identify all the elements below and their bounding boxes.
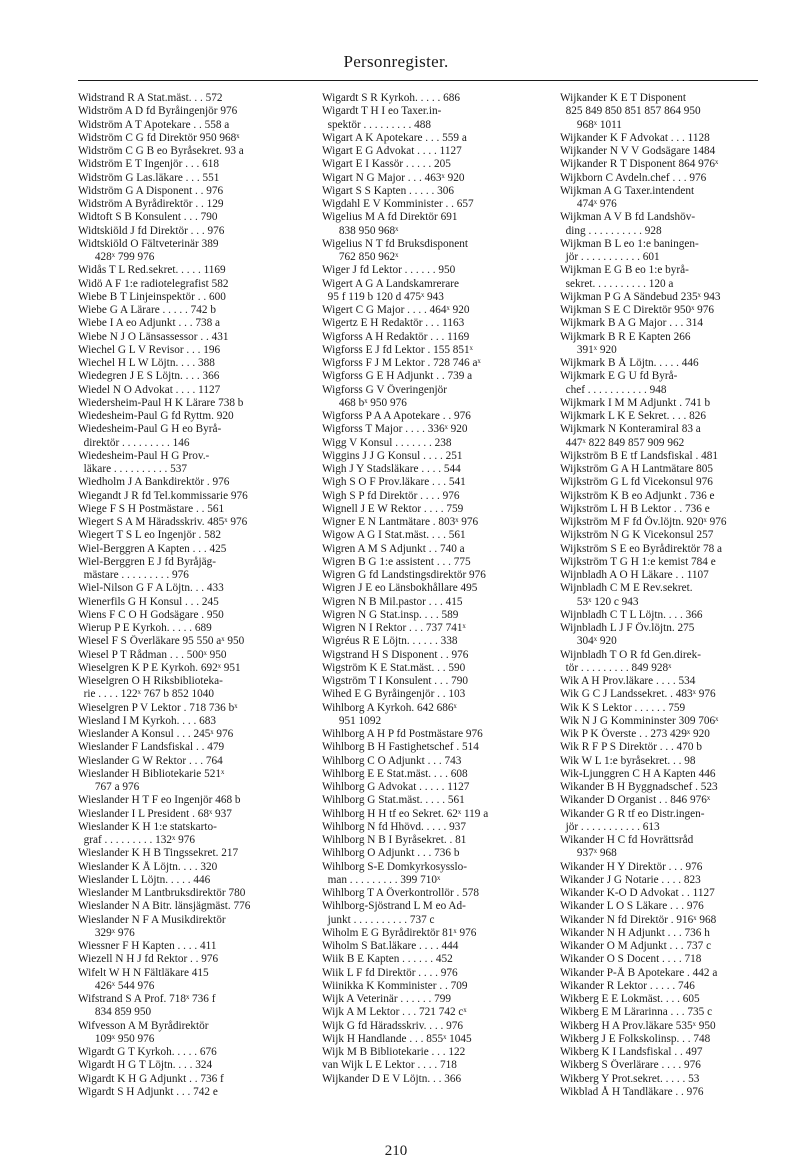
- register-entry: Widström G A Disponent . . 976: [78, 184, 224, 197]
- register-entry: Wiedel N O Advokat . . . . 1127: [78, 383, 221, 396]
- register-entry: Wikander H C fd Hovrättsråd: [560, 834, 694, 846]
- register-entry: Wigstrand H S Disponent . . 976: [322, 648, 469, 661]
- register-entry: Wikberg K I Landsfiskal . . 497: [560, 1046, 703, 1058]
- register-entry: Wigart E G Advokat . . . . 1127: [322, 145, 462, 157]
- register-entry: Wihlborg A Kyrkoh. 642 686ˣ: [322, 701, 457, 714]
- register-entry: Wieselgren K P E Kyrkoh. 692ˣ 951: [78, 661, 241, 674]
- register-entry: Wigardt G T Kyrkoh. . . . . 676: [78, 1046, 217, 1058]
- register-entry: chef . . . . . . . . . . . 948: [560, 383, 667, 396]
- register-column-2: [322, 92, 554, 1140]
- register-entry: Wieslander M Lantbruksdirektör 780: [78, 887, 246, 899]
- register-entry: Wigren A M S Adjunkt . . 740 a: [322, 542, 465, 555]
- register-entry: 834 859 950: [78, 1006, 152, 1019]
- register-entry: Wijkmark B R E Kapten 266: [560, 330, 691, 343]
- register-entry: man . . . . . . . . . 399 710ˣ: [322, 873, 441, 886]
- register-entry: Wigren N B Mil.pastor . . . 415: [322, 595, 463, 608]
- register-entry: Wigner E N Lantmätare . 803ˣ 976: [322, 516, 479, 528]
- register-entry: Wiger J fd Lektor . . . . . . 950: [322, 264, 456, 277]
- register-entry: Wikander N H Adjunkt . . . 736 h: [560, 926, 710, 939]
- register-entry: Wigart E I Kassör . . . . . 205: [322, 158, 451, 171]
- register-entry: Wigren J E eo Länsbokhållare 495: [322, 582, 478, 595]
- register-entry: Wigart S S Kapten . . . . . 306: [322, 184, 455, 197]
- register-entry: Wikander H Y Direktör . . . 976: [560, 860, 703, 873]
- register-entry: Wiel-Berggren E J fd Byråjäg-: [78, 555, 217, 568]
- register-entry: Wiedholm J A Bankdirektör . 976: [78, 476, 230, 489]
- register-entry: 767 a 976: [78, 781, 140, 793]
- register-entry: Wigren B G 1:e assistent . . . 775: [322, 555, 471, 568]
- register-entry: Wijkmark L K E Sekret. . . . 826: [560, 410, 706, 422]
- register-entry: Wieselgren P V Lektor . 718 736 bˣ: [78, 701, 238, 714]
- register-entry: Wik W L 1:e byråsekret. . . 98: [560, 754, 696, 767]
- register-entry: Wihlborg T A Överkontrollör . 578: [322, 887, 480, 899]
- register-entry: Wiechel G L V Revisor . . . 196: [78, 343, 221, 356]
- register-entry: Widö A F 1:e radiotelegrafist 582: [78, 277, 229, 290]
- register-entry: Wijkström T G H 1:e kemist 784 e: [560, 555, 716, 568]
- register-entry: Wieslander K Å Löjtn. . . . 320: [78, 860, 218, 873]
- register-entry: Wikander D Organist . . 846 976ˣ: [560, 794, 711, 807]
- register-entry: 447ˣ 822 849 857 909 962: [560, 436, 685, 449]
- register-entry: Wifstrand S A Prof. 718ˣ 736 f: [78, 993, 216, 1005]
- register-entry: Wijkander N V V Godsägare 1484: [560, 145, 716, 157]
- register-entry: Wijkmark N Konteramiral 83 a: [560, 423, 701, 436]
- register-entry: Wigforss G E H Adjunkt . . 739 a: [322, 370, 473, 383]
- register-entry: Wiel-Berggren A Kapten . . . 425: [78, 542, 227, 555]
- register-entry: Widström E T Ingenjör . . . 618: [78, 158, 219, 171]
- register-entry: Wigforss E J fd Lektor . 155 851ˣ: [322, 343, 473, 356]
- register-entry: Wikander O M Adjunkt . . . 737 c: [560, 940, 712, 952]
- register-entry: Wikander L O S Läkare . . . 976: [560, 900, 704, 913]
- register-entry: Wigforss F J M Lektor . 728 746 aˣ: [322, 357, 481, 369]
- register-entry: Wikberg E M Lärarinna . . . 735 c: [560, 1006, 713, 1019]
- register-entry: Widström A D fd Byråingenjör 976: [78, 105, 238, 118]
- register-entry: Wijkman E G B eo 1:e byrå-: [560, 264, 689, 277]
- register-entry: Wihlborg O Adjunkt . . . 736 b: [322, 847, 460, 860]
- register-entry: Wikander K-O D Advokat . . 1127: [560, 887, 715, 899]
- register-entry: Wijnbladh T O R fd Gen.direk-: [560, 648, 701, 661]
- register-entry: Wikander B H Byggnadschef . 523: [560, 781, 718, 793]
- register-entry: 426ˣ 544 976: [78, 979, 155, 992]
- register-entry: Wigren N I Rektor . . . 737 741ˣ: [322, 622, 466, 634]
- page-number: 210: [384, 1143, 408, 1159]
- register-entry: Wiegandt J R fd Tel.kommissarie 976: [78, 489, 248, 502]
- register-entry: Wigréus R E Löjtn. . . . . . 338: [322, 635, 458, 648]
- register-entry: Wigforss G V Överingenjör: [322, 383, 448, 396]
- register-entry: Wijk M B Bibliotekarie . . . 122: [322, 1046, 466, 1058]
- register-entry: Wieslander N F A Musikdirektör: [78, 913, 226, 926]
- register-entry: 825 849 850 851 857 864 950: [560, 105, 701, 118]
- register-entry: Wiebe I A eo Adjunkt . . . 738 a: [78, 317, 221, 330]
- register-entry: Wijkmark I M M Adjunkt . 741 b: [560, 396, 711, 409]
- register-entry: jör . . . . . . . . . . . 601: [560, 251, 660, 263]
- register-entry: Wikander R Lektor . . . . . 746: [560, 979, 695, 992]
- register-entry: Widström A Byrådirektör . . 129: [78, 198, 224, 210]
- register-entry: Wigh S P fd Direktör . . . . 976: [322, 489, 460, 502]
- register-entry: 391ˣ 920: [560, 343, 617, 356]
- register-entry: Wigert A G A Landskamrerare: [322, 277, 460, 290]
- register-entry: Wiezell N H J fd Rektor . . 976: [78, 953, 219, 966]
- register-entry: Wiholm S Bat.läkare . . . . 444: [322, 940, 459, 952]
- register-entry: Wiinikka K Komminister . . 709: [322, 979, 468, 992]
- register-entry: Wihlborg-Sjöstrand L M eo Ad-: [322, 900, 466, 913]
- register-entry: Wijkman A V B fd Landshöv-: [560, 211, 696, 224]
- register-entry: direktör . . . . . . . . . 146: [78, 436, 190, 449]
- register-entry: läkare . . . . . . . . . . 537: [78, 463, 188, 475]
- register-entry: Wihlborg A H P fd Postmästare 976: [322, 728, 483, 740]
- register-entry: Wikberg S Överlärare . . . . 976: [560, 1059, 701, 1072]
- register-entry: Wikander O S Docent . . . . 718: [560, 953, 702, 966]
- register-entry: Wikander J G Notarie . . . . 823: [560, 873, 701, 886]
- register-entry: 951 1092: [322, 714, 382, 727]
- register-entry: Wigardt T H I eo Taxer.in-: [322, 105, 442, 118]
- register-entry: Wik P K Överste . . 273 429ˣ 920: [560, 728, 710, 740]
- register-entry: Wigow A G I Stat.mäst. . . . 561: [322, 529, 466, 542]
- register-entry: Wijk G fd Häradsskriv. . . . 976: [322, 1019, 463, 1032]
- page-title: Personregister.: [343, 52, 449, 71]
- register-entry: Wigh S O F Prov.läkare . . . 541: [322, 476, 466, 489]
- register-entry: Wihed E G Byråingenjör . . 103: [322, 688, 466, 701]
- register-entry: Wiebe G A Lärare . . . . . 742 b: [78, 304, 216, 316]
- register-entry: Wijkander K F Advokat . . . 1128: [560, 131, 710, 144]
- register-entry: Wijkström K B eo Adjunkt . 736 e: [560, 489, 715, 502]
- register-entry: 468 bˣ 950 976: [322, 396, 407, 409]
- register-entry: Wiegert T S L eo Ingenjör . 582: [78, 529, 222, 542]
- register-entry: Wiegert S A M Häradsskriv. 485ˣ 976: [78, 516, 248, 528]
- register-entry: Wikander N fd Direktör . 916ˣ 968: [560, 913, 717, 926]
- register-entry: Wieslander K H 1:e statskarto-: [78, 820, 217, 833]
- register-entry: Wienerfils G H Konsul . . . 245: [78, 595, 219, 608]
- register-entry: Widström G Las.läkare . . . 551: [78, 171, 220, 184]
- register-columns: [78, 92, 780, 1140]
- register-entry: Wiik B E Kapten . . . . . . 452: [322, 953, 453, 966]
- register-entry: spektör . . . . . . . . . 488: [322, 118, 432, 131]
- register-entry: Wijkström L H B Lektor . . 736 e: [560, 502, 710, 515]
- register-entry: Wieslander N A Bitr. länsjägmäst. 776: [78, 900, 251, 913]
- register-entry: Wiebe N J O Länsassessor . . 431: [78, 330, 229, 343]
- register-entry: Wijkström M F fd Öv.löjtn. 920ˣ 976: [560, 516, 727, 528]
- register-entry: 53ˣ 120 c 943: [560, 595, 639, 608]
- register-entry: Wigg V Konsul . . . . . . . 238: [322, 436, 452, 449]
- register-entry: Wijnbladh A O H Läkare . . 1107: [560, 569, 709, 581]
- register-entry: Wieslander A Konsul . . . 245ˣ 976: [78, 728, 234, 740]
- register-entry: Wiik L F fd Direktör . . . . 976: [322, 966, 458, 979]
- register-entry: Wihlborg N B I Byråsekret. . 81: [322, 834, 467, 846]
- register-entry: Wijkmark E G U fd Byrå-: [560, 370, 678, 383]
- register-entry: van Wijk L E Lektor . . . . 718: [322, 1059, 457, 1072]
- register-entry: Wieslander I L President . 68ˣ 937: [78, 807, 232, 820]
- register-entry: Wigforss A H Redaktör . . . 1169: [322, 330, 470, 343]
- register-entry: Wigart N G Major . . . 463ˣ 920: [322, 171, 465, 184]
- register-entry: Wikberg H A Prov.läkare 535ˣ 950: [560, 1019, 716, 1032]
- register-entry: Wigelius M A fd Direktör 691: [322, 211, 458, 224]
- register-entry: Wik K S Lektor . . . . . . 759: [560, 701, 686, 714]
- register-entry: Widström C G fd Direktör 950 968ˣ: [78, 131, 240, 144]
- register-entry: Wigren G fd Landstingsdirektör 976: [322, 569, 486, 581]
- register-entry: Wik G C J Landssekret. . 483ˣ 976: [560, 688, 716, 701]
- register-entry: Wijkborn C Avdeln.chef . . . 976: [560, 171, 707, 184]
- register-entry: Wigertz E H Redaktör . . . 1163: [322, 317, 465, 330]
- register-entry: Wijkmark B A G Major . . . 314: [560, 317, 703, 330]
- register-entry: Wieselgren O H Riksbibliotekа-: [78, 675, 223, 687]
- register-entry: Wihlborg B H Fastighetschef . 514: [322, 741, 479, 754]
- register-entry: Wijkander D E V Löjtn. . . 366: [322, 1072, 462, 1085]
- register-entry: Wijkander R T Disponent 864 976ˣ: [560, 158, 719, 171]
- register-entry: Wikander P-Å B Apotekare . 442 a: [560, 966, 718, 979]
- register-entry: Wik-Ljunggren C H A Kapten 446: [560, 767, 716, 780]
- register-entry: Widtskiöld J fd Direktör . . . 976: [78, 224, 225, 237]
- register-entry: 838 950 968ˣ: [322, 224, 399, 237]
- register-entry: 474ˣ 976: [560, 198, 617, 210]
- register-entry: Wifvesson A M Byrådirektör: [78, 1019, 209, 1032]
- register-entry: Wierup P E Kyrkoh. . . . . 689: [78, 622, 212, 634]
- register-entry: Wignell J E W Rektor . . . . 759: [322, 502, 464, 515]
- register-entry: Wigert C G Major . . . . 464ˣ 920: [322, 304, 470, 316]
- register-entry: Wiggins J J G Konsul . . . . 251: [322, 449, 463, 462]
- register-entry: mästare . . . . . . . . . 976: [78, 569, 189, 581]
- register-entry: tör . . . . . . . . . 849 928ˣ: [560, 661, 672, 674]
- register-entry: Wiebe B T Linjeinspektör . . 600: [78, 290, 226, 303]
- register-entry: Wiesland I M Kyrkoh. . . . 683: [78, 714, 216, 727]
- register-entry: 304ˣ 920: [560, 635, 617, 648]
- register-entry: Wigström K E Stat.mäst. . . 590: [322, 661, 466, 674]
- register-entry: Wieslander K H B Tingssekret. 217: [78, 847, 239, 860]
- register-entry: Widtoft S B Konsulent . . . 790: [78, 211, 218, 224]
- register-entry: Wijkman P G A Sändebud 235ˣ 943: [560, 290, 721, 303]
- register-entry: Widström C G B eo Byråsekret. 93 a: [78, 145, 244, 157]
- register-entry: 428ˣ 799 976: [78, 251, 155, 263]
- register-entry: Wieslander G W Rektor . . . 764: [78, 754, 223, 767]
- register-entry: Wijkmark B Å Löjtn. . . . . 446: [560, 357, 699, 369]
- register-entry: Wihlborg C O Adjunkt . . . 743: [322, 754, 462, 767]
- register-entry: 329ˣ 976: [78, 926, 135, 939]
- register-entry: Wikberg J E Folkskolinsp. . . 748: [560, 1032, 711, 1045]
- register-entry: Wigardt H G T Löjtn. . . . 324: [78, 1059, 213, 1072]
- register-entry: Wiege F S H Postmästare . . 561: [78, 502, 225, 515]
- register-entry: sekret. . . . . . . . . . 120 a: [560, 277, 674, 290]
- register-entry: Wigardt S H Adjunkt . . . 742 e: [78, 1085, 218, 1098]
- register-entry: Wieslander L Löjtn. . . . . 446: [78, 873, 211, 886]
- register-entry: Wijkander K E T Disponent: [560, 92, 686, 104]
- register-entry: junkt . . . . . . . . . . 737 c: [322, 913, 435, 926]
- register-entry: graf . . . . . . . . . 132ˣ 976: [78, 834, 195, 846]
- register-entry: Wigart A K Apotekare . . . 559 a: [322, 131, 467, 144]
- register-entry: Wieslander H Bibliotekarie 521ˣ: [78, 767, 225, 780]
- register-entry: Wiessner F H Kapten . . . . 411: [78, 940, 217, 952]
- register-entry: Wiholm E G Byrådirektör 81ˣ 976: [322, 926, 477, 939]
- register-entry: Wijkman A G Taxer.intendent: [560, 184, 695, 197]
- register-entry: Wihlborg S-E Domkyrkosysslo-: [322, 860, 467, 873]
- register-entry: Wikberg Y Prot.sekret. . . . . 53: [560, 1072, 700, 1085]
- register-entry: Wijk H Handlande . . . 855ˣ 1045: [322, 1032, 472, 1045]
- register-entry: Wihlborg G Stat.mäst. . . . . 561: [322, 794, 465, 807]
- register-entry: Wigelius N T fd Bruksdisponent: [322, 237, 469, 250]
- register-entry: Wieslander F Landsfiskal . . 479: [78, 741, 225, 754]
- register-column-1: [78, 92, 318, 1140]
- register-entry: ding . . . . . . . . . . 928: [560, 224, 662, 237]
- register-entry: Widås T L Red.sekret. . . . . 1169: [78, 264, 226, 277]
- register-entry: Wijkström G L fd Vicekonsul 976: [560, 476, 713, 489]
- register-entry: Wijkman B L eo 1:e baningen-: [560, 237, 699, 250]
- register-entry: Wijnbladh L J F Öv.löjtn. 275: [560, 622, 695, 634]
- register-entry: Wiedesheim-Paul G H eo Byrå-: [78, 423, 222, 436]
- register-entry: 937ˣ 968: [560, 847, 617, 860]
- register-entry: rie . . . . 122ˣ 767 b 852 1040: [78, 688, 215, 701]
- register-entry: Wik A H Prov.läkare . . . . 534: [560, 675, 696, 687]
- register-entry: jör . . . . . . . . . . . 613: [560, 820, 660, 833]
- register-entry: Wik R F P S Direktör . . . 470 b: [560, 741, 702, 754]
- register-entry: Wijkström G A H Lantmätare 805: [560, 463, 713, 475]
- register-entry: Wiedersheim-Paul H K Lärare 738 b: [78, 396, 244, 409]
- register-entry: Wikberg E E Lokmäst. . . . 605: [560, 993, 700, 1005]
- register-entry: Wiedesheim-Paul H G Prov.-: [78, 449, 210, 462]
- register-entry: Wiens F C O H Godsägare . 950: [78, 608, 224, 621]
- header-rule: [78, 80, 758, 81]
- register-entry: 762 850 962ˣ: [322, 251, 399, 263]
- register-entry: Wigh J Y Stadsläkare . . . . 544: [322, 463, 461, 475]
- register-entry: Wijk A M Lektor . . . 721 742 cˣ: [322, 1006, 467, 1019]
- register-entry: Wijkström N G K Vicekonsul 257: [560, 529, 714, 542]
- register-entry: Wijnbladh C T L Löjtn. . . . 366: [560, 608, 703, 621]
- register-entry: Wihlborg H H tf eo Sekret. 62ˣ 119 a: [322, 807, 489, 820]
- register-entry: Wigren N G Stat.insp. . . . 589: [322, 608, 459, 621]
- register-entry: Wigardt K H G Adjunkt . . 736 f: [78, 1072, 224, 1085]
- register-entry: Wihlborg E E Stat.mäst. . . . 608: [322, 767, 468, 780]
- register-entry: 109ˣ 950 976: [78, 1032, 155, 1045]
- register-entry: 95 f 119 b 120 d 475ˣ 943: [322, 290, 444, 303]
- register-entry: 968ˣ 1011: [560, 118, 622, 131]
- register-entry: Wikander G R tf eo Distr.ingen-: [560, 807, 705, 820]
- register-entry: Wiesel P T Rådman . . . 500ˣ 950: [78, 648, 227, 661]
- register-entry: Wigardt S R Kyrkoh. . . . . 686: [322, 92, 460, 104]
- register-entry: Wijkström S E eo Byrådirektör 78 a: [560, 542, 723, 555]
- register-entry: Wihlborg N fd Hhövd. . . . . 937: [322, 820, 467, 833]
- register-entry: Wijkström B E tf Landsfiskal . 481: [560, 449, 718, 462]
- register-entry: Wiel-Nilson G F A Löjtn. . . 433: [78, 582, 224, 595]
- register-entry: Wikblad Å H Tandläkare . . 976: [560, 1085, 704, 1098]
- register-entry: Wijk A Veterinär . . . . . . 799: [322, 993, 452, 1005]
- register-entry: Wijnbladh C M E Rev.sekret.: [560, 582, 693, 595]
- register-entry: Wik N J G Kommininster 309 706ˣ: [560, 714, 719, 727]
- register-entry: Wiedegren J E S Löjtn. . . . 366: [78, 370, 220, 383]
- register-entry: Widtskiöld O Fältveterinär 389: [78, 237, 219, 250]
- register-entry: Wifelt W H N Fältläkare 415: [78, 966, 209, 979]
- register-entry: Wijkman S E C Direktör 950ˣ 976: [560, 304, 715, 316]
- register-entry: Wieslander H T F eo Ingenjör 468 b: [78, 794, 241, 807]
- register-entry: Wiechel H L W Löjtn. . . . 388: [78, 357, 215, 369]
- register-entry: Wiesel F S Överläkare 95 550 aˣ 950: [78, 635, 245, 648]
- register-entry: Wigforss T Major . . . . 336ˣ 920: [322, 423, 468, 436]
- register-column-3: [560, 92, 778, 1140]
- register-entry: Wihlborg G Advokat . . . . . 1127: [322, 781, 470, 793]
- register-entry: Wigström T I Konsulent . . . 790: [322, 675, 469, 687]
- register-entry: Wigforss P A A Apotekare . . 976: [322, 410, 471, 422]
- register-entry: Wigdahl E V Komminister . . 657: [322, 198, 474, 210]
- register-entry: Wiedesheim-Paul G fd Ryttm. 920: [78, 410, 234, 422]
- register-entry: Widström A T Apotekare . . 558 a: [78, 118, 230, 131]
- register-entry: Widstrand R A Stat.mäst. . . 572: [78, 92, 223, 104]
